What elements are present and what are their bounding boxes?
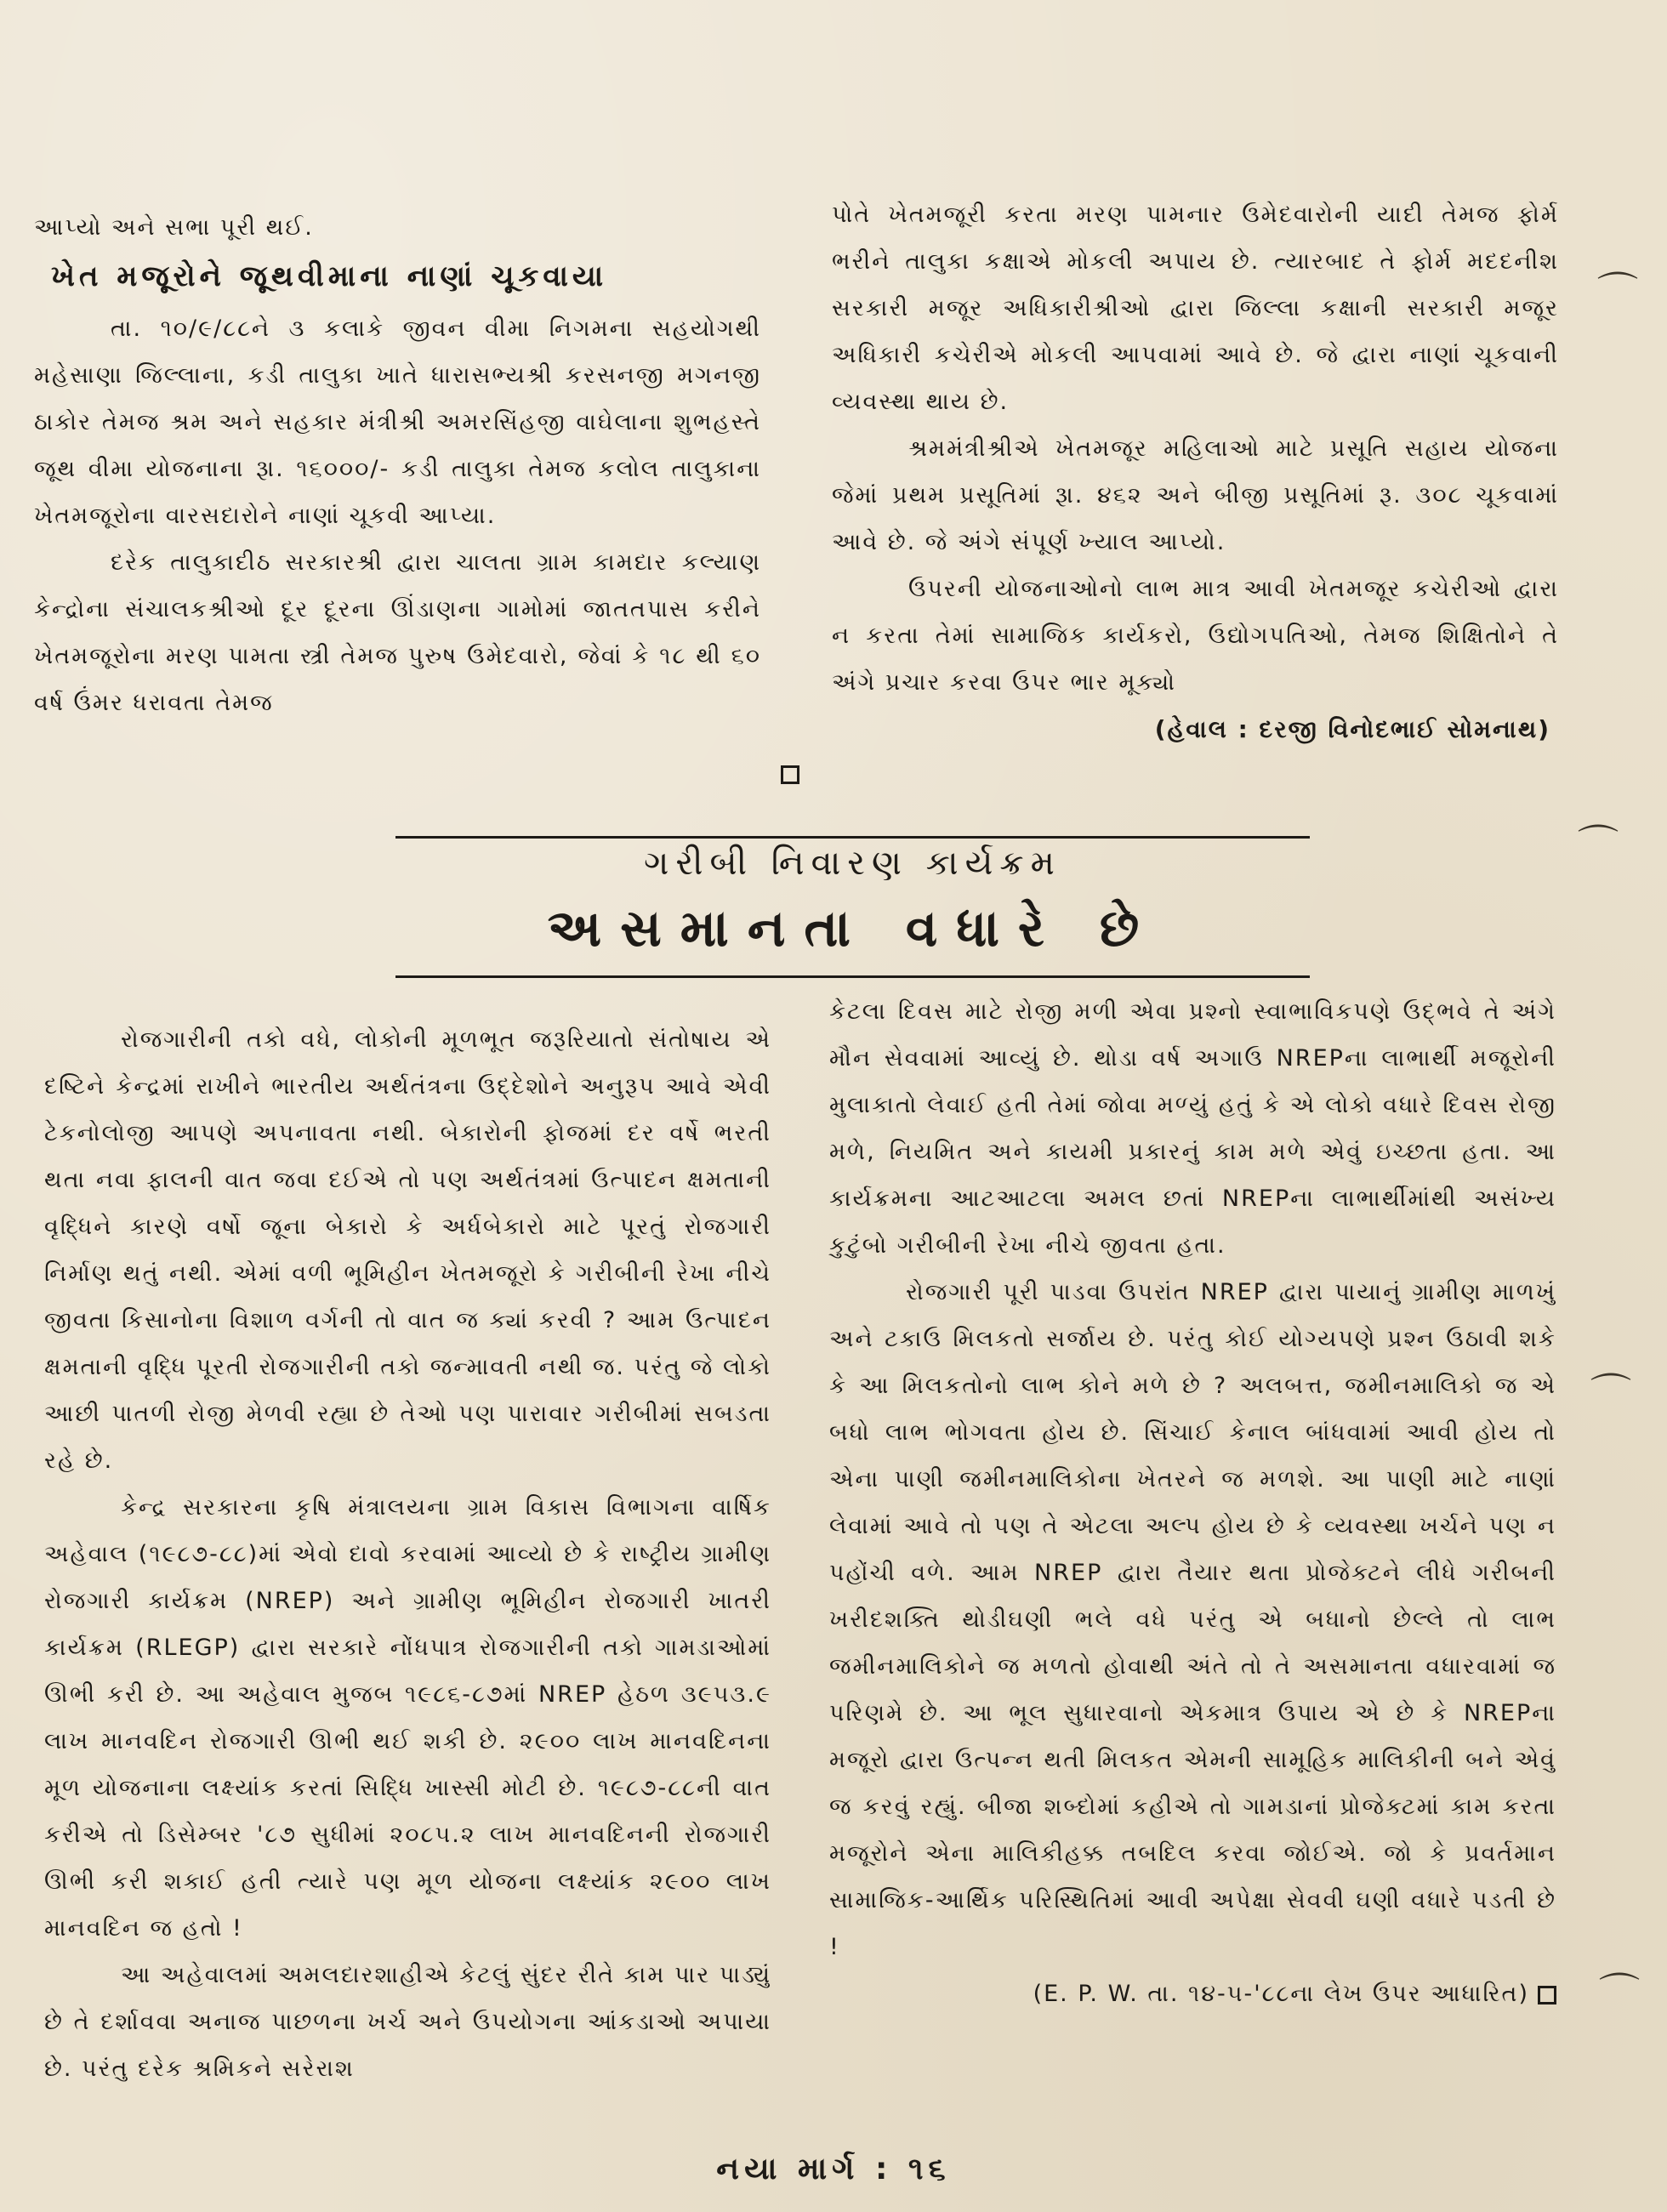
paper-tear-mark-icon: ⌒ [1599, 1970, 1641, 2017]
bottom-left-column [44, 1016, 771, 2092]
paragraph: ઉપરની યોજનાઓનો લાભ માત્ર આવી ખેતમજૂર કચેરીઓ દ્વારા ન કરતા તેમાં સામાજિક કાર્યકરો, ઉદ્યોગપતિઓ, તેમજ શિક્ષિતોને તે અંગે પ્રચાર કરવા ઉપર ભાર મૂક્યો [832, 576, 1559, 696]
top-left-column [34, 204, 761, 726]
section-end-square-icon [781, 765, 799, 784]
paragraph: રોજગારી પૂરી પાડવા ઉપરાંત NREP દ્વારા પાયાનું ગ્રામીણ માળખું અને ટકાઉ મિલકતો સર્જાય છે. પરંતુ કોઈ યોગ્યપણે પ્રશ્ન ઉઠાવી શકે કે આ મિલકતોનો લાભ કોને મળે છે ? અલબત્ત, જમીનમાલિકો જ એ બધો લાભ ભોગવતા હોય છે. સિંચાઈ કેનાલ બાંધવામાં આવી હોય તો એના પાણી જમીનમાલિકોના ખેતરને જ મળશે. આ પાણી માટે નાણાં લેવામાં આવે તો પણ તે એટલા અલ્પ હોય છે કે વ્યવસ્થા ખર્ચને પણ ન પહોંચી વળે. આમ NREP દ્વારા તૈયાર થતા પ્રોજેક્ટને લીધે ગરીબની ખરીદશક્તિ થોડીઘણી ભલે વધે પરંતુ એ બધાનો છેલ્લે તો લાભ જમીનમાલિકોને જ મળતો હોવાથી અંતે તો તે અસમાનતા વધારવામાં જ પરિણમે છે. આ ભૂલ સુધારવાનો એકમાત્ર ઉપાય એ છે કે NREPના મજૂરો દ્વારા ઉત્પન્ન થતી મિલકત એમની સામૂહિક માલિકીની બને એવું જ કરવું રહ્યું. બીજા શબ્દોમાં કહીએ તો ગામડાનાં પ્રોજેક્ટમાં કામ કરતા મજૂરોને એના માલિકીહક્ક તબદિલ કરવા જોઈએ. જો કે પ્રવર્તમાન સામાજિક-આર્થિક પરિસ્થિતિમાં આવી અપેક્ષા સેવવી ઘણી વધારે પડતી છે ! [829, 1279, 1556, 1960]
page-footer: નયા માર્ગ : ૧૬ [716, 2152, 951, 2186]
paragraph: શ્રમમંત્રીશ્રીએ ખેતમજૂર મહિલાઓ માટે પ્રસૂતિ સહાય યોજના જેમાં પ્રથમ પ્રસૂતિમાં રૂા. ૪૬૨ અને બીજી પ્રસૂતિમાં રૂ. ૩૦૮ ચૂકવામાં આવે છે. જે અંગે સંપૂર્ણ ખ્યાલ આપ્યો. [832, 435, 1559, 555]
article-headline: અસમાનતા વધારે છે [547, 899, 1158, 958]
intro-line: આપ્યો અને સભા પૂરી થઈ. [34, 214, 314, 241]
paragraph: પોતે ખેતમજૂરી કરતા મરણ પામનાર ઉમેદવારોની યાદી તેમજ ફોર્મ ભરીને તાલુકા કક્ષાએ મોકલી અપાય છે. ત્યારબાદ તે ફોર્મ મદદનીશ સરકારી મજૂર અધિકારીશ્રીઓ દ્વારા જિલ્લા કક્ષાની સરકારી મજૂર અધિકારી કચેરીએ મોકલી આપવામાં આવે છે. જે દ્વારા નાણાં ચૂકવાની વ્યવસ્થા થાય છે. [832, 202, 1559, 415]
source-text: (E. P. W. તા. ૧૪-૫-'૮૮ના લેખ ઉપર આધારિત) [1033, 1981, 1529, 2007]
paragraph: દરેક તાલુકાદીઠ સરકારશ્રી દ્વારા ચાલતા ગ્રામ કામદાર કલ્યાણ કેન્દ્રોના સંચાલકશ્રીઓ દૂર દૂરના ઊંડાણના ગામોમાં જાતતપાસ કરીને ખેતમજૂરોના મરણ પામતા સ્ત્રી તેમજ પુરુષ ઉમેદવારો, જેવાં કે ૧૮ થી ૬૦ વર્ષ ઉંમર ધરાવતા તેમજ [34, 549, 761, 716]
paper-tear-mark-icon: ⌒ [1578, 822, 1619, 869]
paragraph: કેન્દ્ર સરકારના કૃષિ મંત્રાલયના ગ્રામ વિકાસ વિભાગના વાર્ષિક અહેવાલ (૧૯૮૭-૮૮)માં એવો દાવો કરવામાં આવ્યો છે કે રાષ્ટ્રીય ગ્રામીણ રોજગારી કાર્યક્રમ (NREP) અને ગ્રામીણ ભૂમિહીન રોજગારી ખાતરી કાર્યક્રમ (RLEGP) દ્વારા સરકારે નોંધપાત્ર રોજગારીની તકો ગામડાઓમાં ઊભી કરી છે. આ અહેવાલ મુજબ ૧૯૮૬-૮૭માં NREP હેઠળ ૩૯૫૩.૯ લાખ માનવદિન રોજગારી ઊભી થઈ શકી છે. ૨૯૦૦ લાખ માનવદિનના મૂળ યોજનાના લક્ષ્યાંક કરતાં સિદ્ધિ ખાસ્સી મોટી છે. ૧૯૮૭-૮૮ની વાત કરીએ તો ડિસેમ્બર '૮૭ સુધીમાં ૨૦૮૫.૨ લાખ માનવદિનની રોજગારી ઊભી કરી શકાઈ હતી ત્યારે પણ મૂળ યોજના લક્ષ્યાંક ૨૯૦૦ લાખ માનવદિન જ હતો ! [44, 1494, 771, 1942]
bottom-right-column [829, 988, 1556, 2017]
source-line [829, 1970, 1556, 2017]
paragraph: રોજગારીની તકો વધે, લોકોની મૂળભૂત જરૂરિયાતો સંતોષાય એ દષ્ટિને કેન્દ્રમાં રાખીને ભારતીય અર્થતંત્રના ઉદ્દેશોને અનુરૂપ આવે એવી ટેકનોલોજી આપણે અપનાવતા નથી. બેકારોની ફોજમાં દર વર્ષે ભરતી થતા નવા ફાલની વાત જવા દઈએ તો પણ અર્થતંત્રમાં ઉત્પાદન ક્ષમતાની વૃદ્ધિને કારણે વર્ષો જૂના બેકારો કે અર્ધબેકારો માટે પૂરતું રોજગારી નિર્માણ થતું નથી. એમાં વળી ભૂમિહીન ખેતમજૂરો કે ગરીબીની રેખા નીચે જીવતા કિસાનોના વિશાળ વર્ગની તો વાત જ ક્યાં કરવી ? આમ ઉત્પાદન ક્ષમતાની વૃદ્ધિ પૂરતી રોજગારીની તકો જન્માવતી નથી જ. પરંતુ જે લોકો આછી પાતળી રોજી મેળવી રહ્યા છે તેઓ પણ પારાવાર ગરીબીમાં સબડતા રહે છે. [44, 1026, 771, 1474]
report-credit: (હેવાલ : દરજી વિનોદભાઈ સોમનાથ) [1154, 715, 1550, 743]
headline-rule-bottom [395, 975, 1310, 978]
article-kicker: ગરીબી નિવારણ કાર્યક્રમ [644, 844, 1061, 883]
top-right-column [832, 191, 1559, 753]
paper-tear-mark-icon: ⌒ [1590, 1370, 1632, 1418]
article-end-square-icon [1538, 1986, 1556, 2004]
paragraph: કેટલા દિવસ માટે રોજી મળી એવા પ્રશ્નો સ્વાભાવિકપણે ઉદ્ભવે તે અંગે મૌન સેવવામાં આવ્યું છે. થોડા વર્ષ અગાઉ NREPના લાભાર્થી મજૂરોની મુલાકાતો લેવાઈ હતી તેમાં જોવા મળ્યું હતું કે એ લોકો વધારે દિવસ રોજી મળે, નિયમિત અને કાયમી પ્રકારનું કામ મળે એવું ઇચ્છતા હતા. આ કાર્યક્રમના આટઆટલા અમલ છતાં NREPના લાભાર્થીમાંથી અસંખ્ય કુટુંબો ગરીબીની રેખા નીચે જીવતા હતા. [829, 998, 1556, 1259]
section-subheading: ખેત મજૂરોને જૂથવીમાના નાણાં ચૂકવાયા [51, 259, 608, 293]
paragraph: આ અહેવાલમાં અમલદારશાહીએ કેટલું સુંદર રીતે કામ પાર પાડ્યું છે તે દર્શાવવા અનાજ પાછળના ખર્ચ અને ઉપયોગના આંકડાઓ અપાયા છે. પરંતુ દરેક શ્રમિકને સરેરાશ [44, 1962, 771, 2082]
paper-tear-mark-icon: ⌒ [1597, 269, 1639, 316]
paragraph: તા. ૧૦/૯/૮૮ને ૩ કલાકે જીવન વીમા નિગમના સહયોગથી મહેસાણા જિલ્લાના, કડી તાલુકા ખાતે ધારાસભ્યશ્રી કરસનજી મગનજી ઠાકોર તેમજ શ્રમ અને સહકાર મંત્રીશ્રી અમરસિંહજી વાઘેલાના શુભહસ્તે જૂથ વીમા યોજનાના રૂા. ૧૬૦૦૦/- કડી તાલુકા તેમજ કલોલ તાલુકાના ખેતમજૂરોના વારસદારોને નાણાં ચૂકવી આપ્યા. [34, 316, 761, 529]
